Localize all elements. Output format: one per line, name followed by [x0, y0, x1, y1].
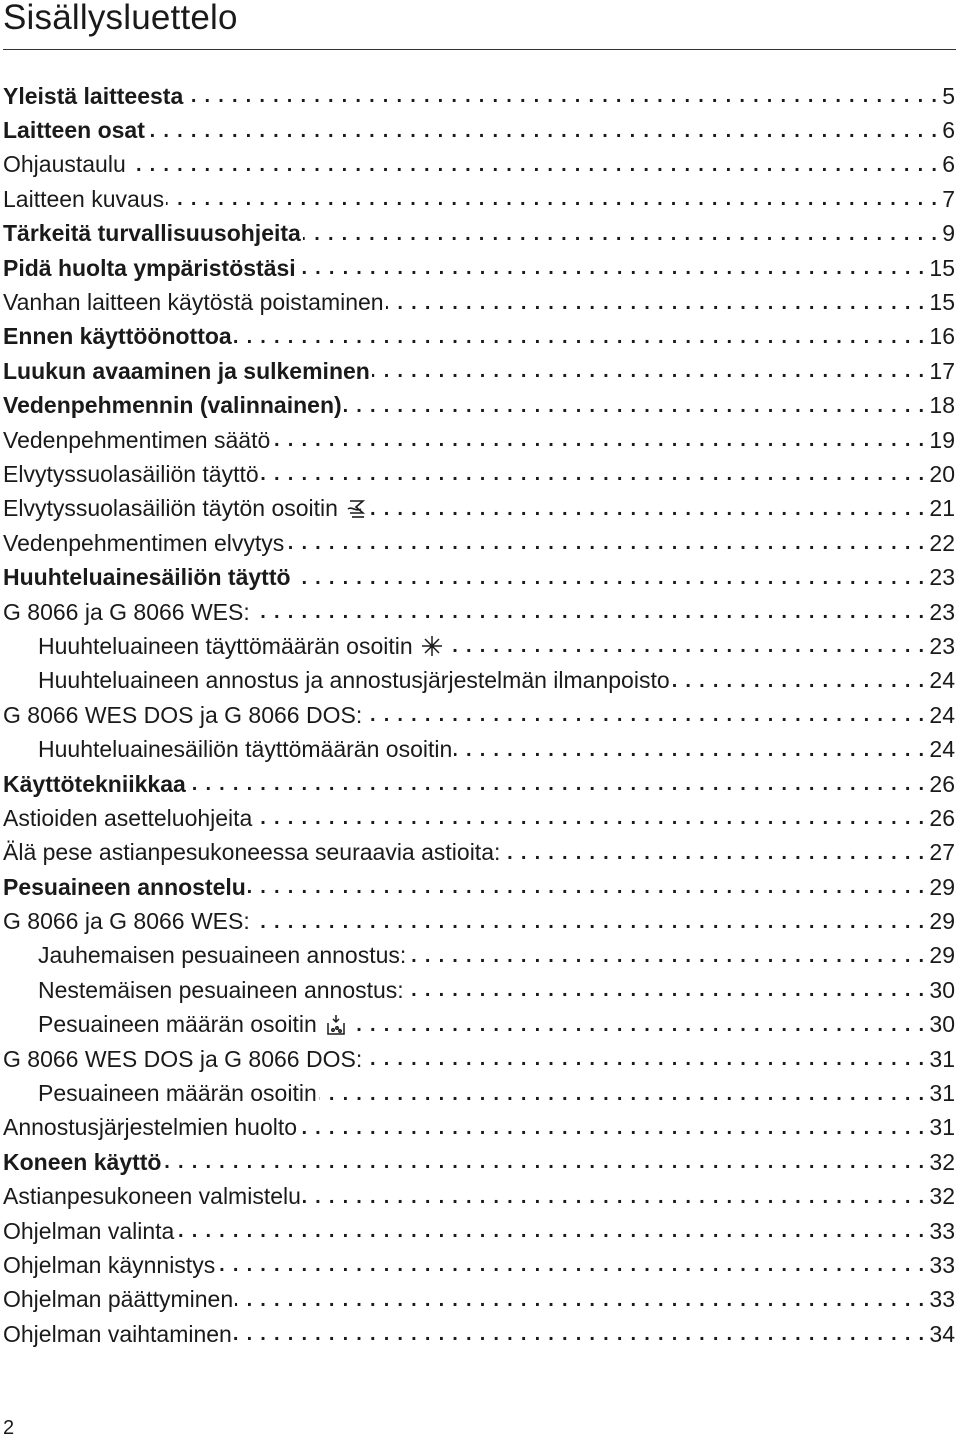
toc-entry-label: Elvytyssuolasäiliön täyttö: [3, 460, 259, 487]
toc-entry-label: Koneen käyttö: [3, 1148, 162, 1175]
toc-entry[interactable]: [0, 354, 960, 388]
toc-entry-label: Huuhteluainesäiliön täyttö: [3, 564, 291, 591]
toc-entry-title: [3, 427, 270, 454]
dot-leader: [349, 1011, 926, 1039]
toc-entry-title: [38, 633, 443, 660]
toc-entry-title: [3, 358, 370, 385]
toc-entry-page: 15: [929, 254, 955, 281]
title-divider: [3, 49, 956, 50]
dot-leader: [672, 667, 926, 695]
toc-entry[interactable]: [0, 320, 960, 354]
toc-entry[interactable]: [0, 492, 960, 526]
toc-entry-title: [38, 1080, 317, 1107]
toc-entry-page: 31: [929, 1114, 955, 1141]
dot-leader: [147, 117, 938, 145]
toc-entry-page: 33: [929, 1251, 955, 1278]
dot-leader: [128, 151, 938, 179]
toc-entry-title: [3, 1252, 215, 1279]
toc-entry-page: 24: [929, 701, 955, 728]
toc-entry[interactable]: [0, 1317, 960, 1351]
toc-entry-label: Ennen käyttöönottoa: [3, 323, 232, 350]
toc-entry[interactable]: [0, 217, 960, 251]
toc-entry-label: G 8066 WES DOS ja G 8066 DOS:: [3, 1045, 363, 1072]
toc-entry-page: 26: [929, 770, 955, 797]
toc-entry-page: 5: [942, 82, 955, 109]
toc-entry-page: 17: [929, 357, 955, 384]
dot-leader: [254, 804, 925, 832]
dot-leader: [234, 1320, 926, 1348]
toc-entry[interactable]: [0, 1145, 960, 1179]
toc-entry-page: 31: [929, 1080, 955, 1107]
toc-entry[interactable]: [0, 732, 960, 766]
toc-entry[interactable]: [0, 1111, 960, 1145]
toc-entry-label: Vedenpehmentimen säätö: [3, 426, 271, 453]
toc-entry-label: G 8066 ja G 8066 WES:: [3, 908, 250, 935]
dot-leader: [252, 908, 926, 936]
page-title: Sisällysluettelo: [3, 0, 238, 37]
toc-entry-title: [3, 117, 145, 144]
toc-entry[interactable]: [0, 870, 960, 904]
dot-leader: [293, 564, 926, 592]
dot-leader: [176, 1217, 925, 1245]
toc-entry[interactable]: [0, 595, 960, 629]
toc-entry-label: Pesuaineen annostelu: [3, 873, 246, 900]
toc-entry-page: 6: [942, 117, 955, 144]
toc-entry-page: 29: [929, 908, 955, 935]
toc-entry-title: [3, 805, 252, 832]
toc-entry[interactable]: [0, 113, 960, 147]
dot-leader: [185, 82, 938, 110]
dot-leader: [344, 392, 926, 420]
toc-entry-page: 24: [929, 667, 955, 694]
toc-entry-label: G 8066 WES DOS ja G 8066 DOS:: [3, 701, 363, 728]
toc-entry-label: Pidä huolta ympäristöstäsi: [3, 254, 296, 281]
toc-entry-label: Pesuaineen määrän osoitin: [38, 1011, 317, 1038]
toc-entry-title: [3, 1218, 174, 1245]
toc-entry-title: [38, 736, 452, 763]
dot-leader: [445, 632, 926, 660]
toc-entry[interactable]: [0, 629, 960, 663]
toc-entry[interactable]: [0, 1283, 960, 1317]
toc-entry-label: Luukun avaaminen ja sulkeminen: [3, 357, 370, 384]
toc-entry-title: [3, 323, 232, 350]
dot-leader: [252, 598, 926, 626]
toc-entry-title: [3, 151, 126, 178]
toc-entry[interactable]: [0, 560, 960, 594]
toc-entry-label: Tärkeitä turvallisuusohjeita: [3, 220, 301, 247]
toc-entry-page: 26: [929, 804, 955, 831]
toc-entry-title: [3, 1183, 301, 1210]
dot-leader: [303, 1183, 926, 1211]
toc-entry-page: 22: [929, 529, 955, 556]
page-number: 2: [3, 1417, 15, 1439]
dot-leader: [163, 1148, 925, 1176]
toc-entry-label: Ohjaustaulu: [3, 151, 126, 178]
toc-entry-page: 34: [929, 1320, 955, 1347]
toc-entry-label: Älä pese astianpesukoneessa seuraavia astioita:: [3, 839, 501, 866]
detergent-indicator-icon: [325, 1013, 347, 1037]
toc-entry-title: [3, 564, 291, 591]
toc-entry-label: G 8066 ja G 8066 WES:: [3, 598, 250, 625]
dot-leader: [364, 701, 925, 729]
toc-entry-title: [3, 461, 259, 488]
toc-entry[interactable]: [0, 939, 960, 973]
toc-entry[interactable]: [0, 1180, 960, 1214]
dot-leader: [188, 770, 926, 798]
toc-entry-title: [3, 289, 384, 316]
salt-indicator-icon: [346, 497, 368, 521]
toc-entry-title: [38, 1011, 347, 1038]
toc-entry-title: [3, 1286, 233, 1313]
toc-entry[interactable]: [0, 423, 960, 457]
toc-entry[interactable]: [0, 1214, 960, 1248]
toc-entry-label: Vedenpehmennin (valinnainen): [3, 392, 342, 419]
toc-entry-page: 33: [929, 1286, 955, 1313]
toc-entry-label: Ohjelman vaihtaminen: [3, 1320, 232, 1347]
toc-entry-title: [3, 392, 342, 419]
toc-entry-title: [3, 83, 183, 110]
dot-leader: [217, 1251, 925, 1279]
toc-entry-title: [3, 220, 301, 247]
toc-entry-label: Annostusjärjestelmien huolto: [3, 1114, 298, 1141]
toc-entry[interactable]: [0, 389, 960, 423]
toc-entry-label: Ohjelman käynnistys: [3, 1251, 216, 1278]
toc-entry-title: [3, 255, 296, 282]
toc-entry-page: 20: [929, 460, 955, 487]
toc-entry[interactable]: [0, 973, 960, 1007]
toc-entry-page: 7: [942, 185, 955, 212]
toc-entry-page: 23: [929, 598, 955, 625]
dot-leader: [502, 839, 925, 867]
toc-entry[interactable]: [0, 904, 960, 938]
toc-entry-page: 21: [929, 495, 955, 522]
toc-entry[interactable]: [0, 767, 960, 801]
table-of-contents: [0, 79, 960, 1351]
dot-leader: [248, 873, 926, 901]
toc-entry[interactable]: [0, 801, 960, 835]
dot-leader: [406, 976, 926, 1004]
toc-entry-label: Yleistä laitteesta: [3, 82, 184, 109]
toc-entry-page: 23: [929, 632, 955, 659]
toc-entry-page: 32: [929, 1148, 955, 1175]
toc-entry[interactable]: [0, 1076, 960, 1110]
toc-entry-label: Käyttötekniikkaa: [3, 770, 186, 797]
toc-entry[interactable]: [0, 698, 960, 732]
toc-entry-label: Vedenpehmentimen elvytys: [3, 529, 285, 556]
toc-entry-label: Jauhemaisen pesuaineen annostus:: [38, 942, 407, 969]
toc-entry-label: Nestemäisen pesuaineen annostus:: [38, 976, 404, 1003]
toc-entry-title: [3, 771, 186, 798]
dot-leader: [166, 185, 938, 213]
toc-entry-title: [3, 702, 362, 729]
dot-leader: [364, 1045, 925, 1073]
toc-entry[interactable]: [0, 457, 960, 491]
dot-leader: [298, 254, 926, 282]
toc-entry-title: [3, 1149, 161, 1176]
toc-entry[interactable]: [0, 1042, 960, 1076]
toc-entry-title: [3, 839, 500, 866]
toc-entry-title: [38, 667, 670, 694]
toc-entry[interactable]: [0, 1248, 960, 1282]
dot-leader: [303, 220, 938, 248]
toc-entry-page: 19: [929, 426, 955, 453]
toc-entry-label: Elvytyssuolasäiliön täytön osoitin: [3, 495, 338, 522]
toc-entry-label: Astioiden asetteluohjeita: [3, 804, 253, 831]
toc-entry[interactable]: [0, 251, 960, 285]
toc-entry-title: [3, 908, 250, 935]
toc-entry-page: 33: [929, 1217, 955, 1244]
toc-entry-label: Huuhteluaineen annostus ja annostusjärjestelmän ilmanpoisto: [38, 667, 670, 694]
toc-entry-label: Laitteen kuvaus: [3, 185, 165, 212]
toc-entry-label: Laitteen osat: [3, 117, 145, 144]
dot-leader: [372, 357, 926, 385]
toc-entry[interactable]: [0, 285, 960, 319]
toc-entry-title: [3, 1321, 232, 1348]
toc-entry-page: 31: [929, 1045, 955, 1072]
toc-entry-page: 23: [929, 564, 955, 591]
toc-entry-page: 15: [929, 289, 955, 316]
toc-entry-label: Ohjelman valinta: [3, 1217, 175, 1244]
toc-entry-title: [38, 977, 404, 1004]
toc-entry-title: [3, 186, 164, 213]
dot-leader: [386, 289, 926, 317]
toc-entry[interactable]: [0, 526, 960, 560]
toc-entry-page: 18: [929, 392, 955, 419]
dot-leader: [454, 736, 925, 764]
dot-leader: [272, 426, 925, 454]
dot-leader: [234, 323, 926, 351]
toc-entry-page: 29: [929, 873, 955, 900]
toc-entry-page: 27: [929, 839, 955, 866]
toc-entry[interactable]: [0, 1008, 960, 1042]
dot-leader: [235, 1286, 925, 1314]
toc-entry-page: 32: [929, 1183, 955, 1210]
dot-leader: [261, 460, 926, 488]
toc-entry-title: [3, 495, 368, 522]
toc-entry-page: 24: [929, 736, 955, 763]
toc-entry[interactable]: [0, 836, 960, 870]
toc-entry-page: 30: [929, 976, 955, 1003]
toc-entry-label: Huuhteluaineen täyttömäärän osoitin: [38, 632, 413, 659]
toc-entry-title: [3, 1046, 362, 1073]
toc-entry[interactable]: [0, 148, 960, 182]
toc-entry-label: Vanhan laitteen käytöstä poistaminen: [3, 289, 384, 316]
toc-entry-label: Huuhteluainesäiliön täyttömäärän osoitin: [38, 736, 453, 763]
dot-leader: [408, 942, 925, 970]
toc-entry-title: [38, 942, 406, 969]
toc-entry-title: [3, 1114, 297, 1141]
dot-leader: [299, 1114, 925, 1142]
toc-entry-title: [3, 599, 250, 626]
dot-leader: [319, 1080, 926, 1108]
toc-entry-page: 30: [929, 1011, 955, 1038]
toc-entry-page: 6: [942, 151, 955, 178]
toc-entry-title: [3, 530, 284, 557]
toc-entry-label: Pesuaineen määrän osoitin: [38, 1080, 317, 1107]
toc-entry-label: Astianpesukoneen valmistelu: [3, 1183, 301, 1210]
rinse-aid-indicator-icon: [421, 634, 443, 658]
dot-leader: [286, 529, 925, 557]
toc-entry[interactable]: [0, 182, 960, 216]
dot-leader: [370, 495, 925, 523]
toc-entry-page: 9: [942, 220, 955, 247]
toc-entry-page: 29: [929, 942, 955, 969]
toc-entry-label: Ohjelman päättyminen: [3, 1286, 234, 1313]
toc-entry[interactable]: [0, 664, 960, 698]
toc-entry-title: [3, 874, 246, 901]
toc-entry-page: 16: [929, 323, 955, 350]
toc-entry[interactable]: [0, 79, 960, 113]
